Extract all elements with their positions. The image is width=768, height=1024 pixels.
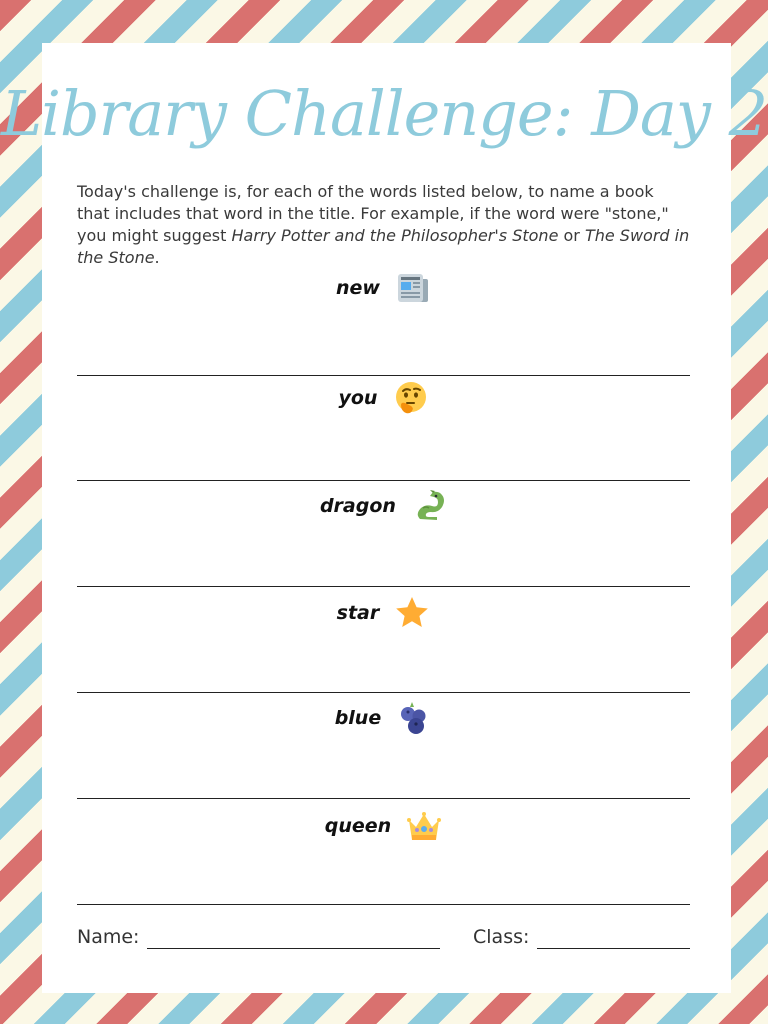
page-title: Library Challenge: Day 2 bbox=[0, 77, 768, 150]
word-item-you bbox=[77, 375, 690, 481]
word-item-new bbox=[77, 270, 690, 376]
intro-connector: or bbox=[558, 226, 585, 245]
word-label: star bbox=[336, 602, 380, 624]
blueberries-icon bbox=[396, 700, 432, 736]
newspaper-icon bbox=[395, 270, 431, 306]
word-label: dragon bbox=[319, 495, 396, 517]
intro-paragraph bbox=[77, 181, 691, 269]
name-field[interactable] bbox=[147, 948, 440, 949]
word-item-blue bbox=[77, 693, 690, 799]
footer bbox=[77, 926, 691, 956]
word-item-dragon bbox=[77, 481, 690, 587]
word-label: blue bbox=[334, 707, 382, 729]
crown-icon bbox=[406, 808, 442, 844]
class-field[interactable] bbox=[537, 948, 690, 949]
answer-line[interactable] bbox=[77, 904, 690, 905]
intro-text: Today's challenge is, for each of the words listed below, to name a book that includes that word in the title. For example, if the word were "stone," you might suggest bbox=[77, 182, 669, 245]
dragon-icon bbox=[411, 488, 447, 524]
name-label: Name: bbox=[77, 926, 140, 948]
star-icon bbox=[394, 595, 430, 631]
class-label: Class: bbox=[473, 926, 530, 948]
word-label: new bbox=[335, 277, 380, 299]
intro-example-2: The Sword in the Stone bbox=[77, 226, 690, 267]
word-label: queen bbox=[324, 815, 392, 837]
word-item-queen bbox=[77, 799, 690, 905]
thinking-face-icon bbox=[393, 380, 429, 416]
intro-end: . bbox=[154, 248, 160, 267]
word-item-star bbox=[77, 587, 690, 693]
word-label: you bbox=[338, 387, 378, 409]
intro-example-1: Harry Potter and the Philosopher's Stone bbox=[231, 226, 559, 245]
